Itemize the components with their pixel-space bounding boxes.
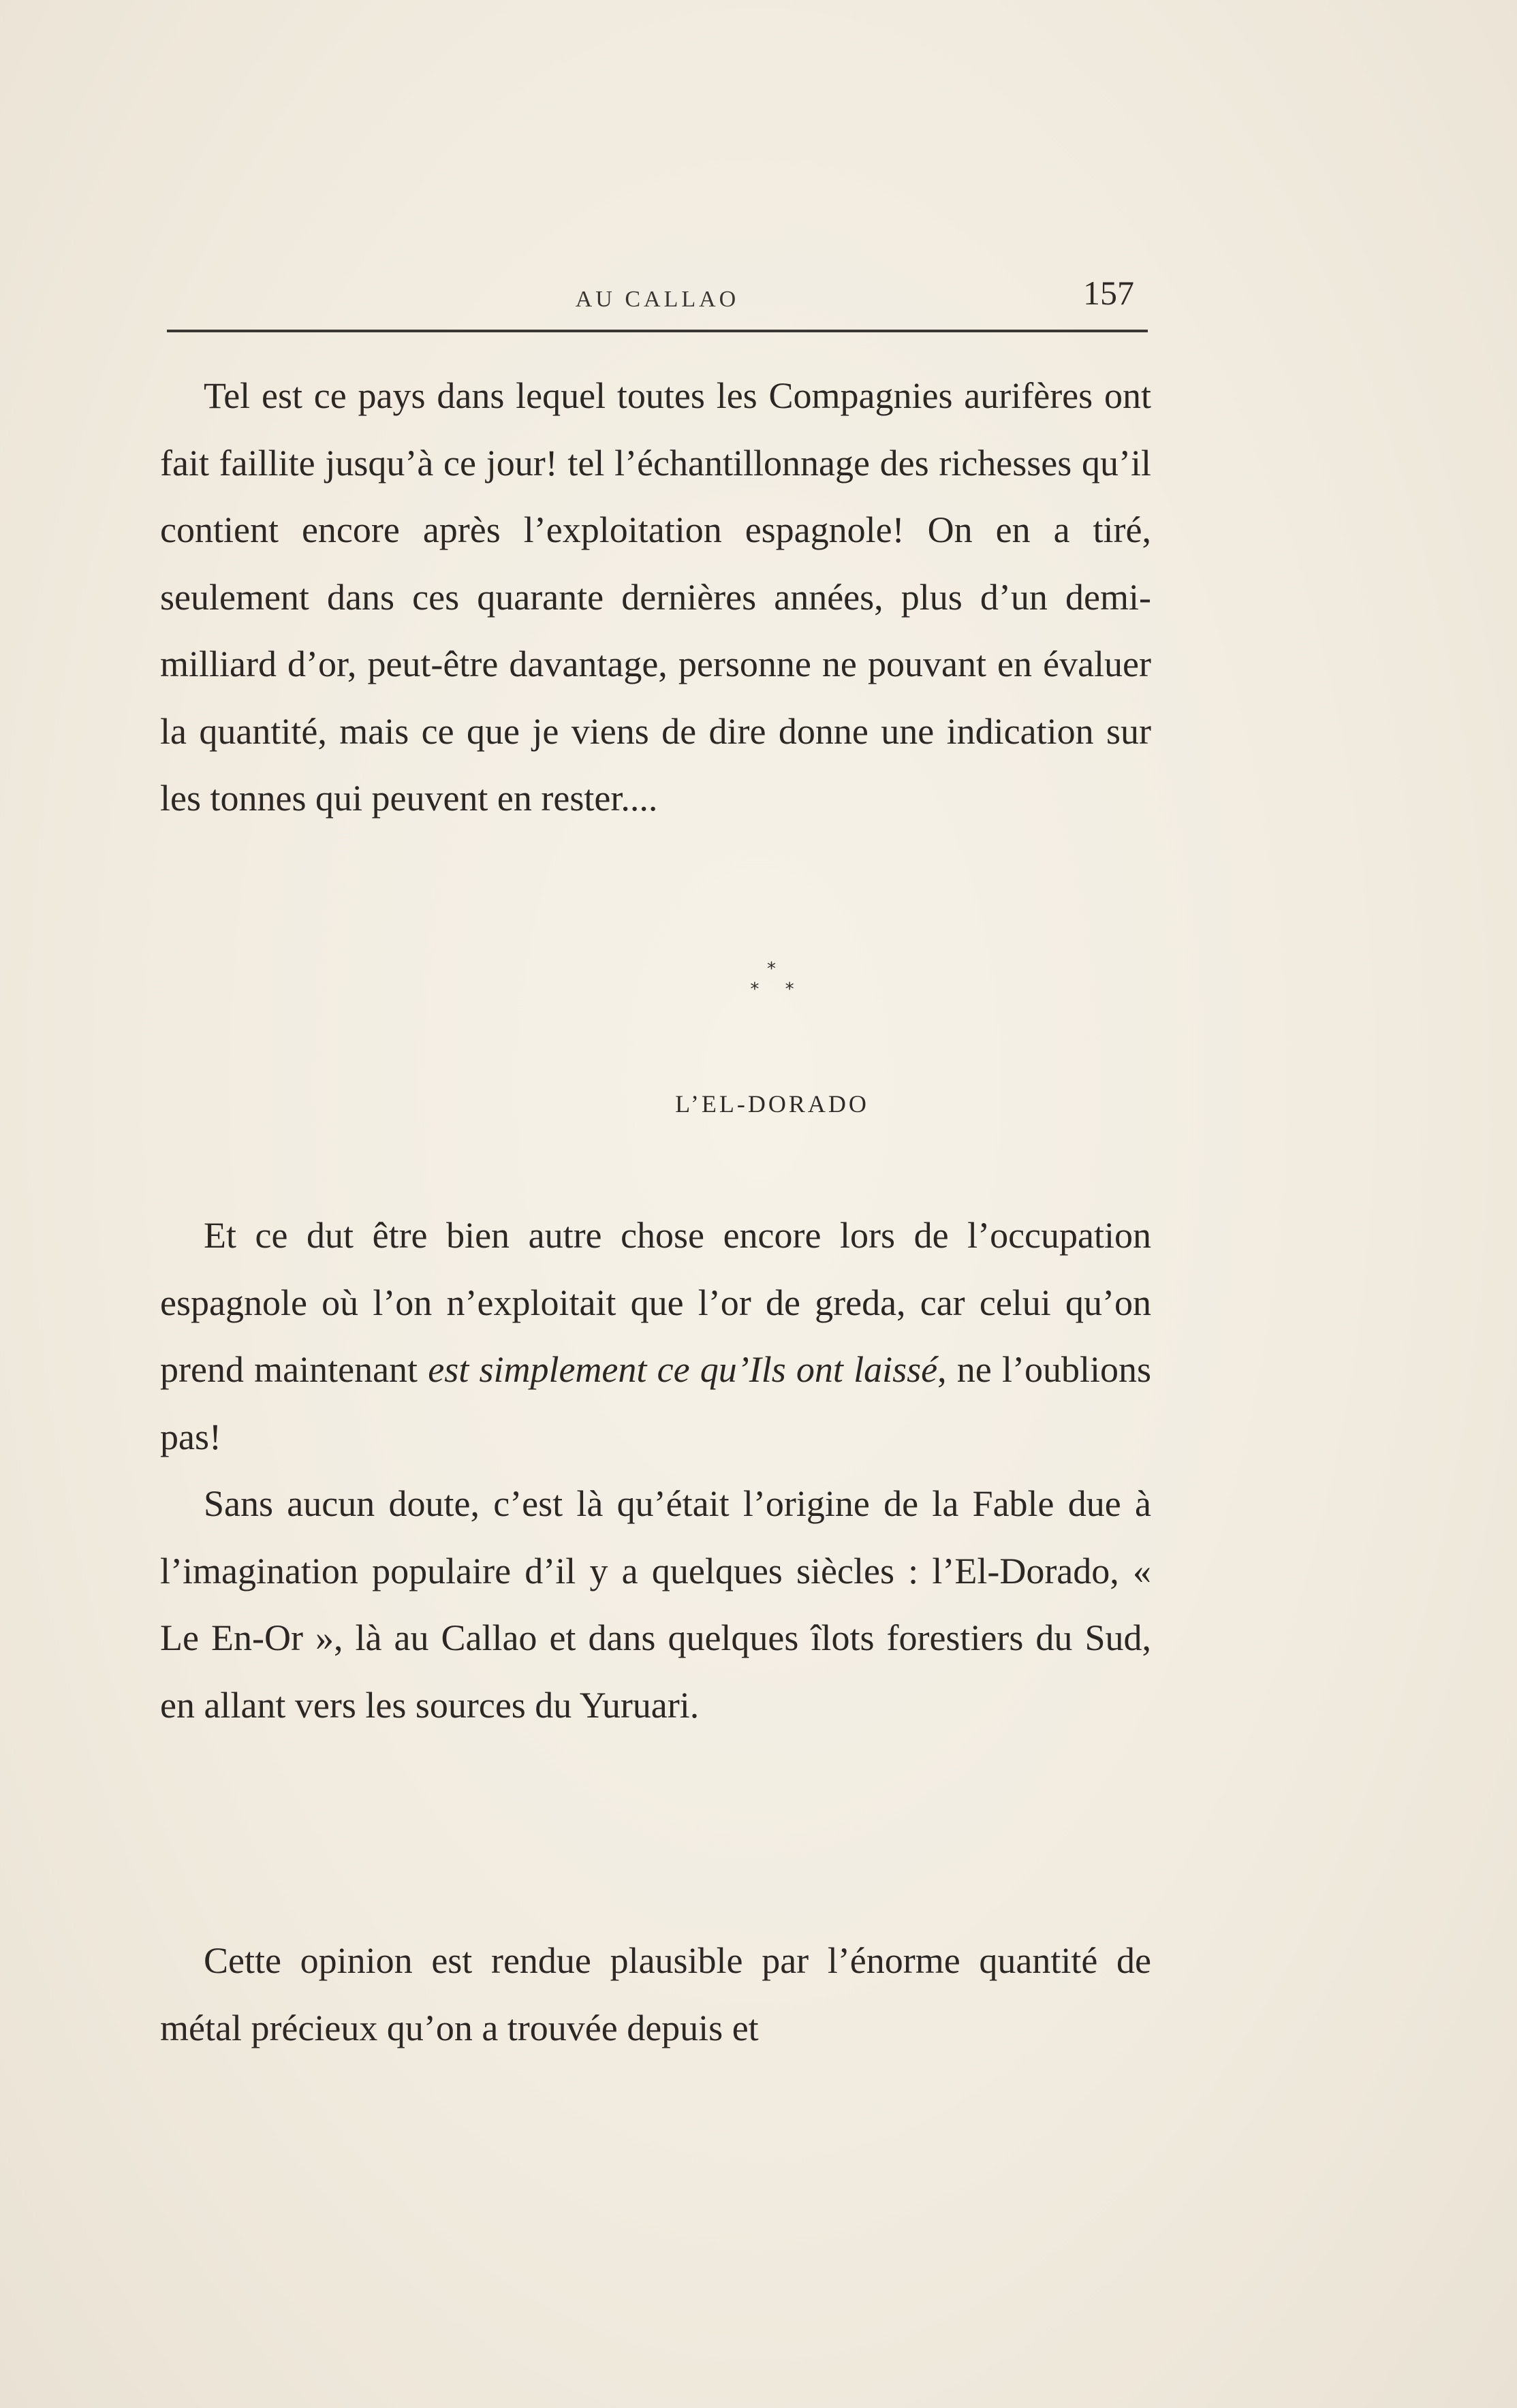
- text-block-middle: [160, 1202, 1151, 1739]
- separator-star-row: * *: [750, 979, 794, 1000]
- separator-star-top: *: [767, 959, 776, 979]
- running-title: AU CALLAO: [575, 287, 740, 312]
- paragraph-2: [160, 1202, 1151, 1470]
- paragraph-2-start: Et ce dut être bien autre chose encore lors de l’occupation espagnole où l’on n’exploitait que l’or de greda, car celui qu’on prend maintenant: [160, 1215, 1151, 1390]
- text-block-top: [160, 362, 1151, 832]
- paragraph-2-emphasis: est simplement ce qu’Ils ont laissé: [428, 1349, 938, 1390]
- header-rule: [167, 330, 1148, 332]
- section-separator: [0, 959, 1517, 1000]
- paragraph-2-end: , ne l’oublions pas!: [160, 1349, 1151, 1457]
- paragraph-3: Sans aucun doute, c’est là qu’était l’origine de la Fable due à l’imagination populaire d’il y a quelques siècles : l’El-Dorado, « Le En-Or », là au Callao et dans quelques îlots forestiers du Sud, en allant vers les sources du Yuruari.: [160, 1483, 1151, 1726]
- paragraph-1: Tel est ce pays dans lequel toutes les Compagnies aurifères ont fait faillite jusqu’à ce jour! tel l’échantillonnage des richesses qu’il contient encore après l’exploitation espagnole! On en a tiré, seulement dans ces quarante dernières années, plus d’un demi-milliard d’or, peut-être davantage, personne ne pouvant en évaluer la quantité, mais ce que je viens de dire donne une indication sur les tonnes qui peuvent en rester....: [160, 375, 1151, 819]
- paragraph-4: Cette opinion est rendue plausible par l’énorme quantité de métal précieux qu’on a trouvée depuis et: [160, 1940, 1151, 2048]
- section-title: L’EL-DORADO: [675, 1090, 869, 1118]
- page-number: 157: [1083, 274, 1134, 312]
- page-header: [167, 269, 1148, 323]
- text-block-bottom: [160, 1927, 1151, 2061]
